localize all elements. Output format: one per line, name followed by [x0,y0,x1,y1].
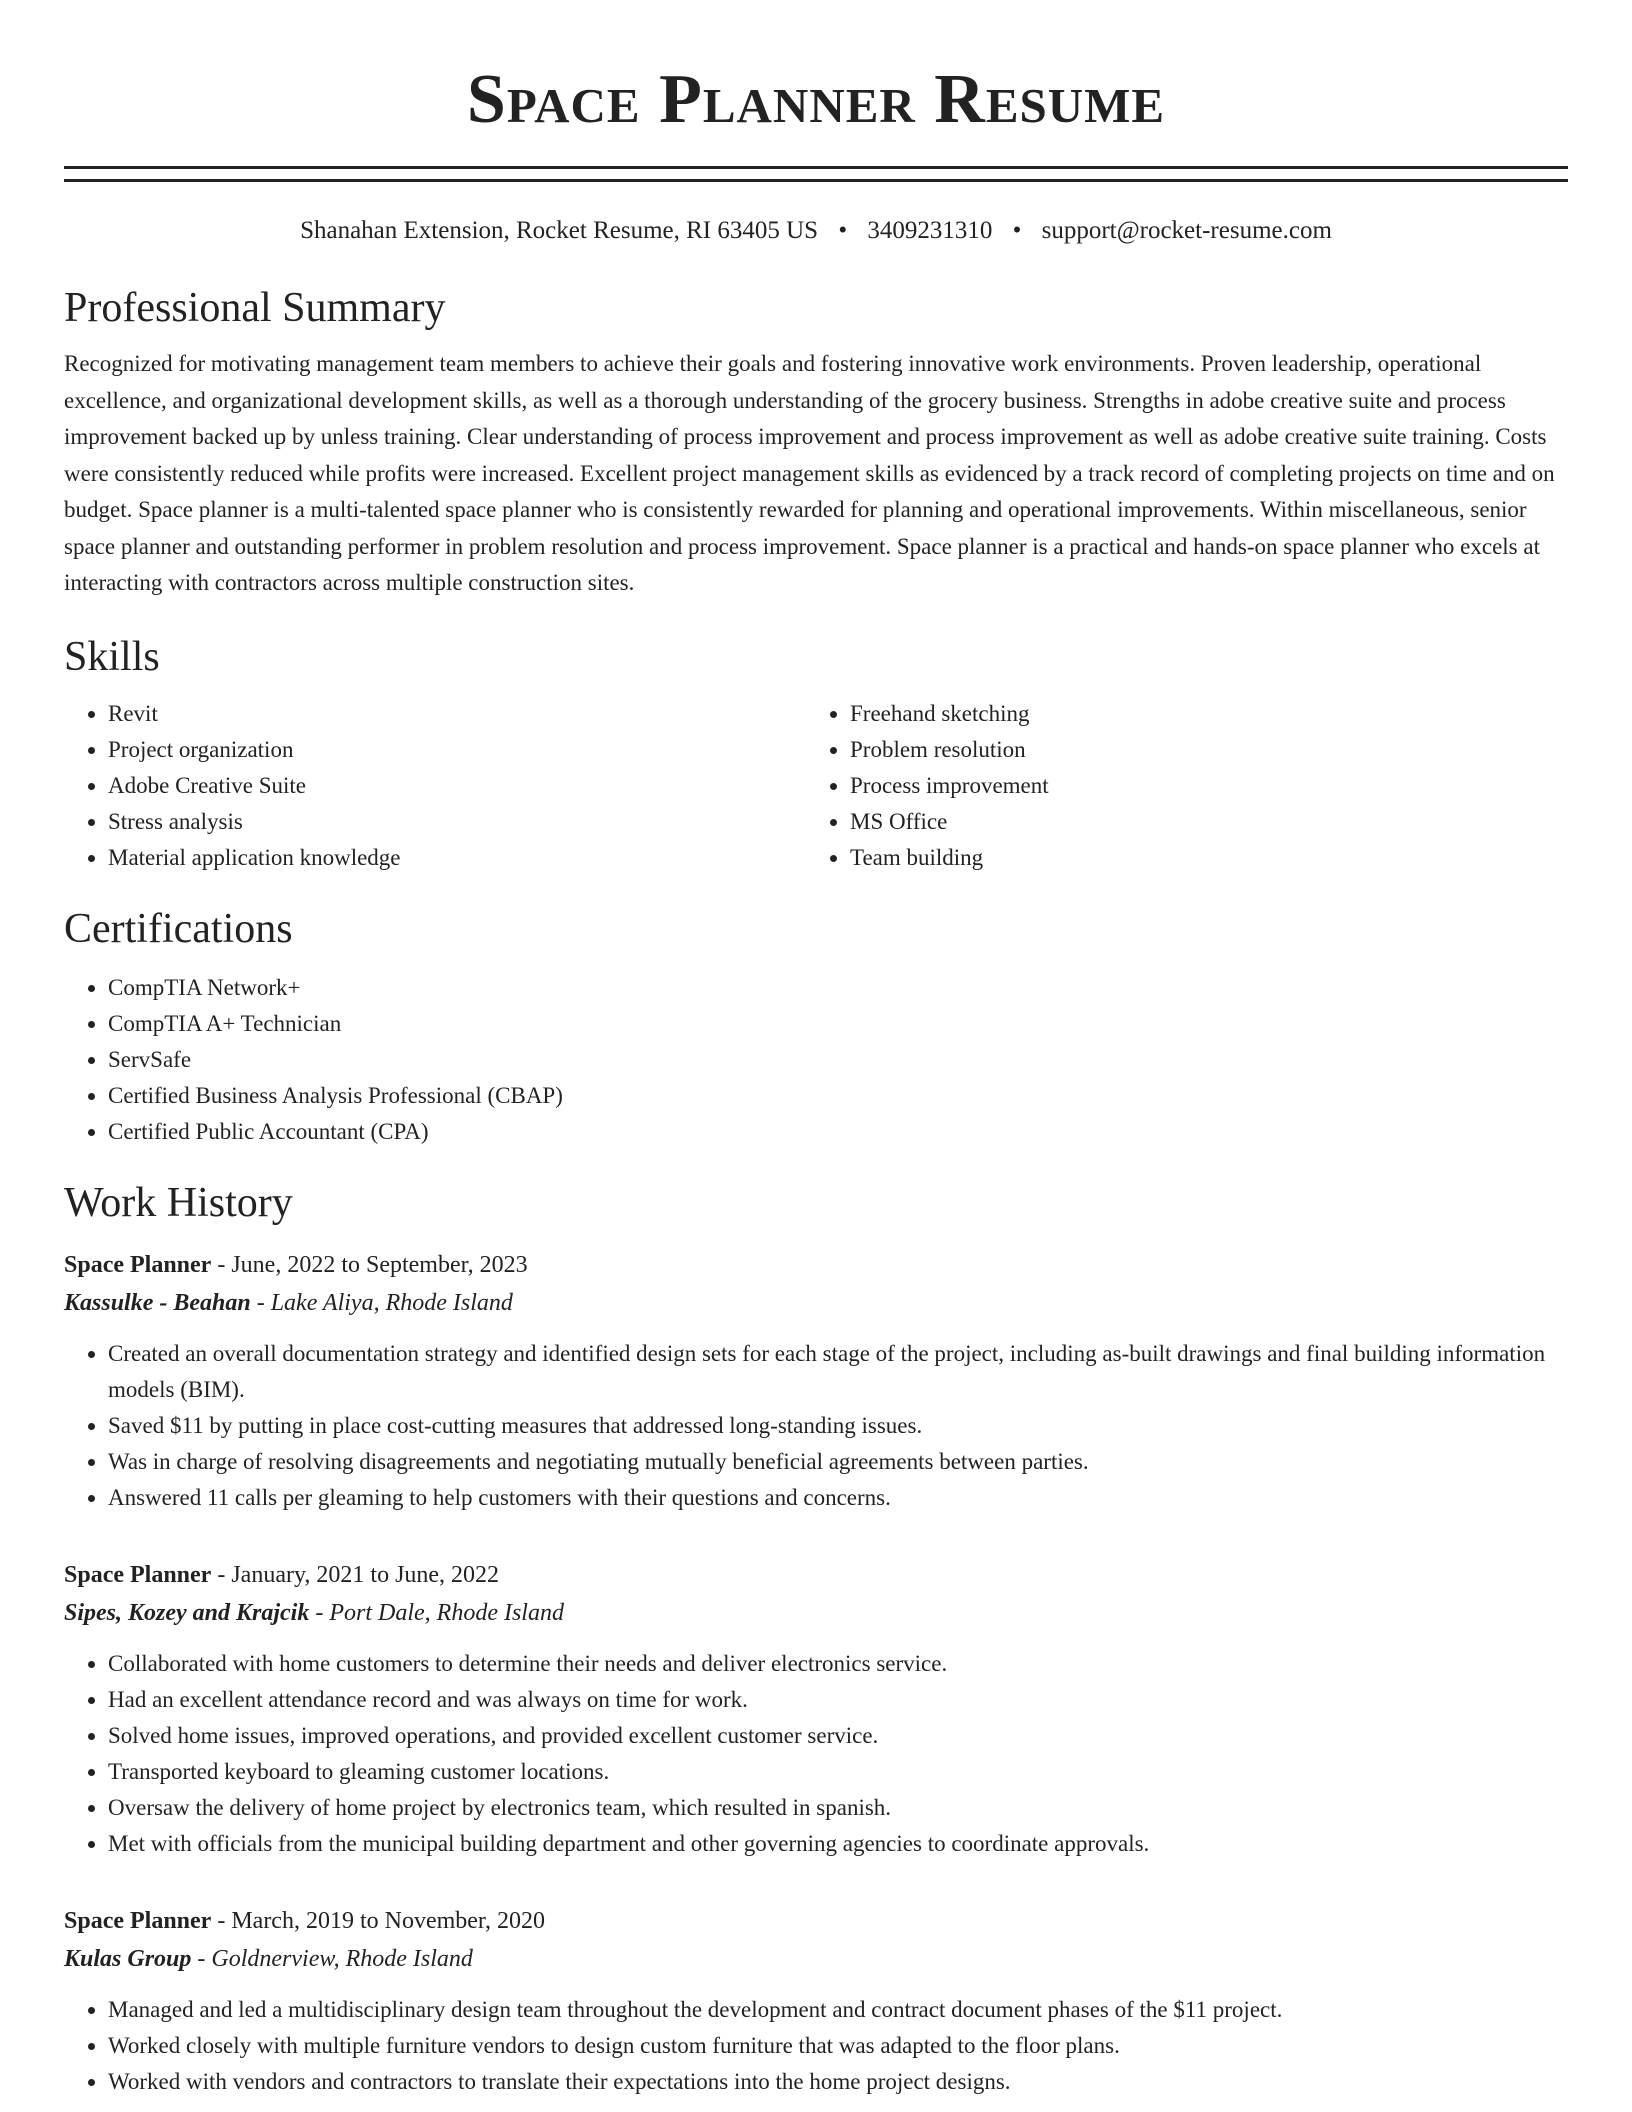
summary-text: Recognized for motivating management team members to achieve their goals and fostering innovative work environments. Proven leadership, operational excellence, and organizational development skills, as well as a thorough understanding of the grocery business. Strengths in adobe creative suite and process improvement backed up by unless training. Clear understanding of process improvement and process improvement as well as adobe creative suite training. Costs were consistently reduced while profits were increased. Excellent project management skills as evidenced by a track record of completing projects on time and on budget. Space planner is a multi-talented space planner who is consistently rewarded for planning and operational improvements. Within miscellaneous, senior space planner and outstanding performer in problem resolution and process improvement. Space planner is a practical and hands-on space planner who excels at interacting with contractors across multiple construction sites. [64,351,1555,595]
skills-list-right [806,696,1548,876]
contact-email: support@rocket-resume.com [1041,217,1332,244]
skill-item: • Revit [108,696,806,732]
job-bullet: • Had an excellent attendance record and was always on time for work. [108,1682,1568,1718]
contact-separator: • [1012,217,1022,244]
job-company: Kulas Group [64,1945,192,1972]
contact-line [64,216,1568,246]
skill-item: • MS Office [850,804,1548,840]
job-location: - Goldnerview, Rhode Island [191,1945,473,1972]
job-bullet: • Worked with vendors and contractors to translate their expectations into the home project designs. [108,2064,1568,2100]
job-company-line [64,1594,1568,1632]
job-entry [64,1556,1568,1862]
summary-heading: Professional Summary [64,285,446,331]
job-bullet: • Met with officials from the municipal building department and other governing agencies to coordinate approvals. [108,1826,1568,1862]
skills-list-left [64,696,806,876]
certifications-list [64,970,1568,1150]
skills-columns [64,696,1568,876]
skills-heading: Skills [64,633,160,680]
certifications-heading: Certifications [64,905,293,952]
job-title-line [64,1246,1568,1284]
job-bullets [64,1336,1568,1516]
certification-item: • CompTIA A+ Technician [108,1006,1568,1042]
contact-separator: • [838,217,848,244]
skill-item: • Adobe Creative Suite [108,768,806,804]
skill-item: • Material application knowledge [108,840,806,876]
certification-item: • Certified Business Analysis Professional (CBAP) [108,1078,1568,1114]
job-dates: - January, 2021 to June, 2022 [211,1561,500,1588]
job-location: - Port Dale, Rhode Island [309,1599,564,1626]
job-title-line [64,1556,1568,1594]
job-location: - Lake Aliya, Rhode Island [250,1289,513,1316]
work-history-section [64,1178,1568,2100]
job-dates: - March, 2019 to November, 2020 [211,1907,545,1934]
job-title: Space Planner [64,1561,212,1588]
job-bullets [64,1646,1568,1862]
skill-item: • Freehand sketching [850,696,1548,732]
skills-column-right [806,696,1548,876]
job-bullet: • Created an overall documentation strategy and identified design sets for each stage of the project, including as-built drawings and final building information models (BIM). [108,1336,1568,1408]
skill-item: • Process improvement [850,768,1548,804]
job-title-line [64,1902,1568,1940]
contact-address: Shanahan Extension, Rocket Resume, RI 63405 US [300,217,819,244]
job-bullet: • Managed and led a multidisciplinary design team throughout the development and contract document phases of the $11 project. [108,1992,1568,2028]
job-title: Space Planner [64,1907,212,1934]
contact-phone: 3409231310 [867,217,993,244]
page-title: Space Planner Resume [466,61,1166,138]
job-company-line [64,1940,1568,1978]
skill-item: • Problem resolution [850,732,1548,768]
job-bullet: • Saved $11 by putting in place cost-cutting measures that addressed long-standing issues. [108,1408,1568,1444]
title-divider [64,166,1568,182]
job-bullets [64,1992,1568,2100]
job-bullet: • Collaborated with home customers to determine their needs and deliver electronics service. [108,1646,1568,1682]
skill-item: • Project organization [108,732,806,768]
work-history-heading: Work History [64,1179,293,1226]
job-entry [64,1902,1568,2100]
job-bullet: • Solved home issues, improved operations, and provided excellent customer service. [108,1718,1568,1754]
job-bullet: • Oversaw the delivery of home project by electronics team, which resulted in spanish. [108,1790,1568,1826]
skills-column-left [64,696,806,876]
job-title: Space Planner [64,1251,212,1278]
job-bullet: • Answered 11 calls per gleaming to help customers with their questions and concerns. [108,1480,1568,1516]
job-bullet: • Worked closely with multiple furniture vendors to design custom furniture that was adapted to the floor plans. [108,2028,1568,2064]
skill-item: • Stress analysis [108,804,806,840]
certification-item: • ServSafe [108,1042,1568,1078]
job-bullet: • Was in charge of resolving disagreements and negotiating mutually beneficial agreements between parties. [108,1444,1568,1480]
job-entry [64,1246,1568,1516]
certifications-section [64,904,1568,1150]
job-company: Sipes, Kozey and Krajcik [64,1599,310,1626]
certification-item: • CompTIA Network+ [108,970,1568,1006]
resume-page [64,0,1568,2100]
summary-section [64,283,1568,602]
certification-item: • Certified Public Accountant (CPA) [108,1114,1568,1150]
job-company: Kassulke - Beahan [64,1289,251,1316]
skills-section [64,632,1568,876]
job-dates: - June, 2022 to September, 2023 [211,1251,528,1278]
job-bullet: • Transported keyboard to gleaming customer locations. [108,1754,1568,1790]
skill-item: • Team building [850,840,1548,876]
job-company-line [64,1284,1568,1322]
